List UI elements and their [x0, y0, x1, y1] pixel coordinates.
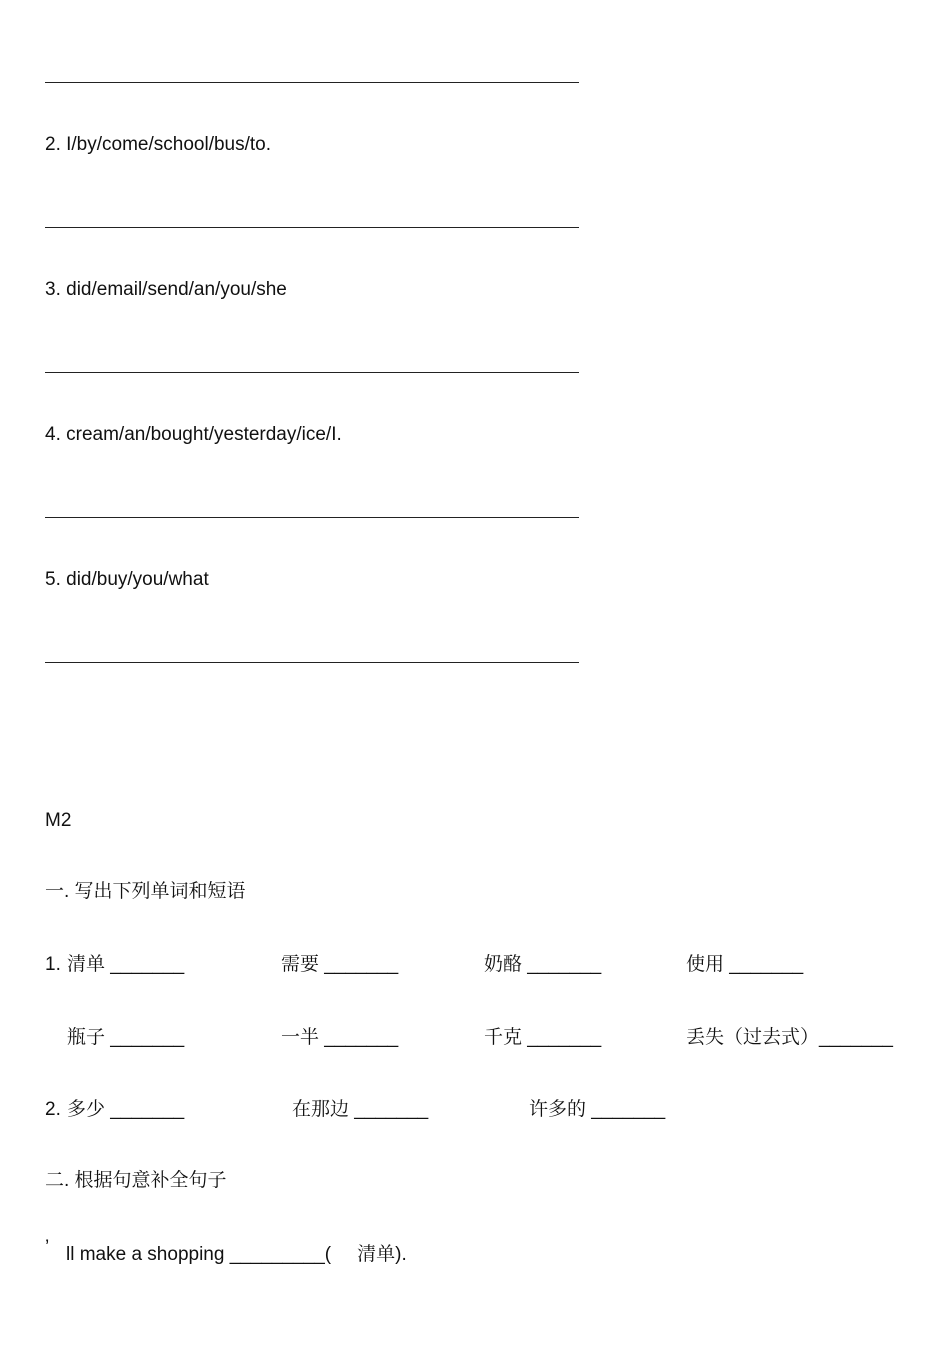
sentence-1-hint: 清单	[357, 1244, 396, 1265]
vocab-item-bottle: 瓶子 _______	[67, 1027, 185, 1048]
vocab-item-lost: 丢失（过去式）_______	[686, 1027, 893, 1048]
answer-line	[45, 227, 579, 228]
unscramble-item-5: 5. did/buy/you/what	[45, 569, 209, 590]
vocab-item-kilo: 千克 _______	[484, 1027, 602, 1048]
sentence-1-tail: ).	[395, 1244, 407, 1265]
answer-line	[45, 372, 579, 373]
vocab-item-use: 使用 _______	[686, 954, 804, 975]
answer-line	[45, 662, 579, 663]
vocab-item-over-there: 在那边 _______	[292, 1099, 429, 1120]
sentence-lead-mark: ’	[45, 1237, 50, 1258]
vocab-item-half: 一半 _______	[281, 1027, 399, 1048]
unscramble-item-2: 2. I/by/come/school/bus/to.	[45, 134, 272, 155]
unscramble-item-4: 4. cream/an/bought/yesterday/ice/I.	[45, 424, 342, 445]
answer-line	[45, 82, 579, 83]
sentence-1	[66, 1244, 407, 1266]
row3-prefix: 2.	[45, 1099, 61, 1120]
unscramble-item-3: 3. did/email/send/an/you/she	[45, 279, 287, 300]
vocab-item-need: 需要 _______	[281, 954, 399, 975]
vocab-item-list: 清单 _______	[67, 954, 185, 975]
sentence-1-text: ll make a shopping _________(	[66, 1244, 332, 1265]
section1-heading: 一. 写出下列单词和短语	[45, 881, 246, 902]
row1-prefix: 1.	[45, 954, 61, 975]
answer-line	[45, 517, 579, 518]
section2-heading: 二. 根据句意补全句子	[45, 1170, 227, 1191]
vocab-item-cheese: 奶酪 _______	[484, 954, 602, 975]
vocab-item-many: 许多的 _______	[529, 1099, 666, 1120]
module-title: M2	[45, 810, 72, 831]
vocab-item-how-much: 多少 _______	[67, 1099, 185, 1120]
